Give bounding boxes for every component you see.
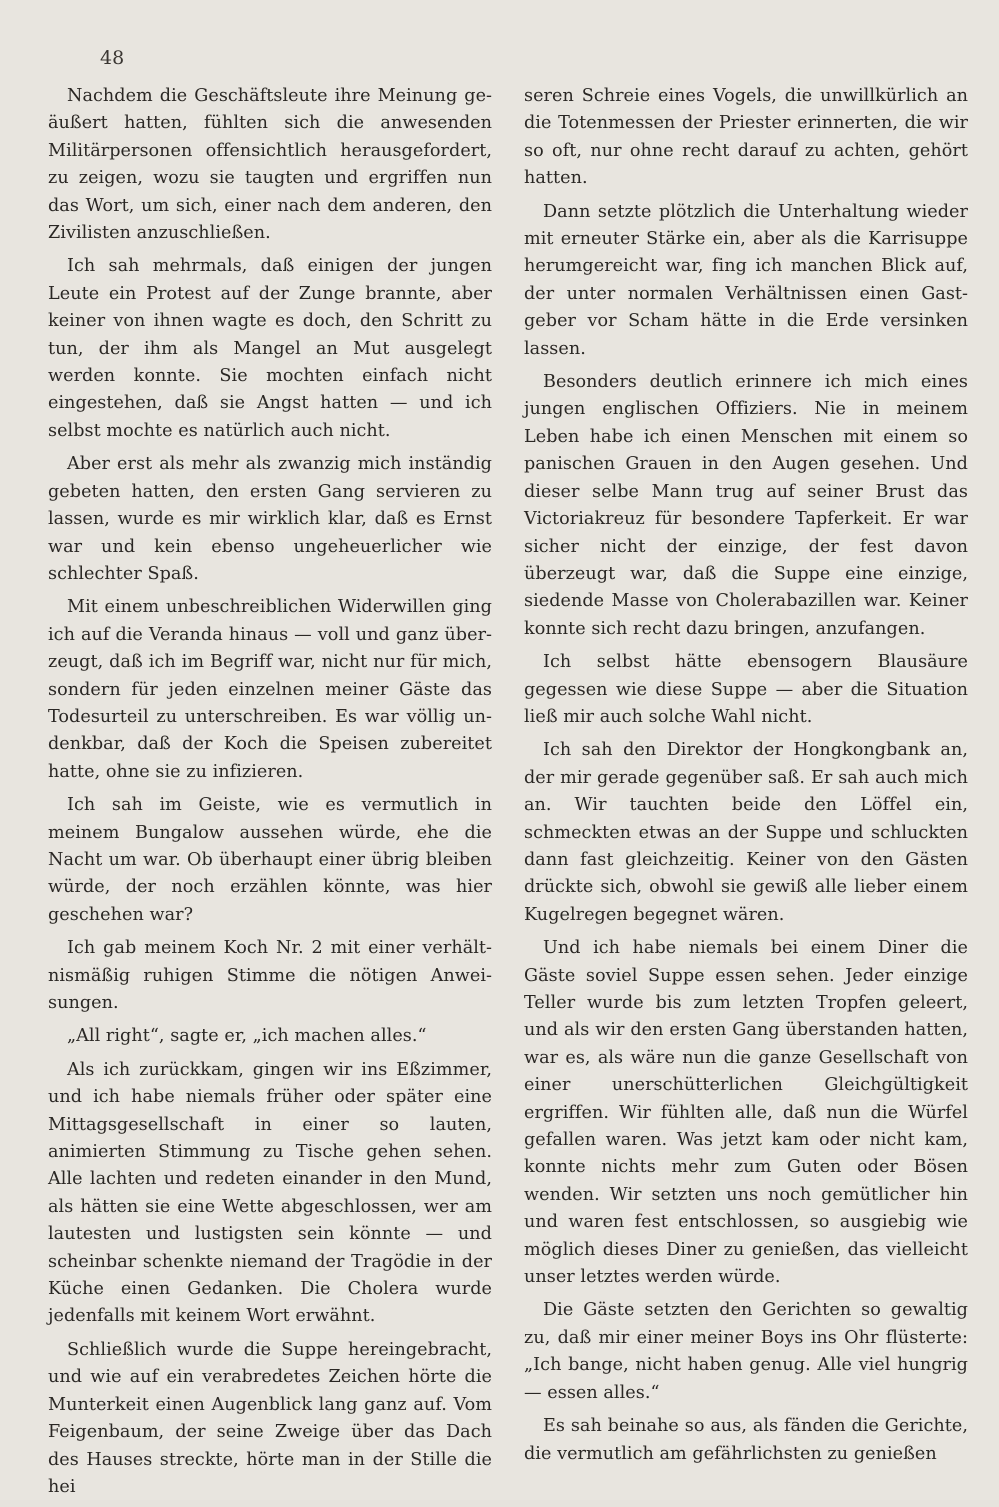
paragraph: Ich sah mehrmals, daß einigen der jungen Leute ein Protest auf der Zunge brannte, aber keiner von ihnen wagte es doch, den Schritt zu tun, der ihm als Mangel an Mut ausgelegt werden konnte. Sie mochten einfach nicht eingestehen, daß sie Angst hatten — und ich selbst mochte es natürlich auch nicht. xyxy=(48,256,492,441)
paragraph-continuation: seren Schreie eines Vogels, die unwillkürlich an die Totenmessen der Priester erinnerten, die wir so oft, nur ohne recht darauf zu achten, gehört hatten. xyxy=(524,86,968,189)
right-column xyxy=(524,83,968,1474)
paragraph: Ich sah im Geiste, wie es vermutlich in meinem Bungalow aussehen würde, ehe die Nacht um war. Ob überhaupt einer übrig bleiben würde, der noch erzählen könnte, was hier geschehen war? xyxy=(48,795,492,925)
paragraph: Mit einem unbeschreiblichen Widerwillen ging ich auf die Veranda hinaus — voll und ganz überzeugt, daß ich im Begriff war, nicht nur für mich, sondern für jeden einzelnen meiner Gäste das Todesurteil zu unterschreiben. Es war völlig undenkbar, daß der Koch die Speisen zubereitet hatte, ohne sie zu infizieren. xyxy=(48,597,492,782)
paragraph: Ich selbst hätte ebensogern Blausäure gegessen wie diese Suppe — aber die Situation ließ mir auch solche Wahl nicht. xyxy=(524,652,968,727)
paragraph: Nachdem die Geschäftsleute ihre Meinung geäußert hatten, fühlten sich die anwesenden Militärpersonen offensichtlich herausgefordert, zu zeigen, wozu sie taugten und ergriffen nun das Wort, um sich, einer nach dem anderen, den Zivilisten anzuschließen. xyxy=(48,86,492,244)
paragraph: Schließlich wurde die Suppe hereingebracht, und wie auf ein verabredetes Zeichen hörte die Munterkeit einen Augenblick lang ganz auf. Vom Feigenbaum, der seine Zweige über das Dach des Hauses streckte, hörte man in der Stille die hei xyxy=(48,1339,492,1497)
left-column xyxy=(48,83,492,1507)
paragraph: Die Gäste setzten den Gerichten so gewaltig zu, daß mir einer meiner Boys ins Ohr flüsterte: „Ich bange, nicht haben genug. Alle viel hungrig — essen alles.“ xyxy=(524,1300,968,1403)
paragraph: Ich gab meinem Koch Nr. 2 mit einer verhältnismäßig ruhigen Stimme die nötigen Anweisungen. xyxy=(48,938,492,1013)
paragraph: Besonders deutlich erinnere ich mich eines jungen englischen Offiziers. Nie in meinem Leben habe ich einen Menschen mit einem so panischen Grauen in den Augen gesehen. Und dieser selbe Mann trug auf seiner Brust das Victoriakreuz für besondere Tapferkeit. Er war sicher nicht der einzige, der fest davon überzeugt war, daß die Suppe eine einzige, siedende Masse von Cholerabazillen war. Keiner konnte sich recht dazu bringen, anzufangen. xyxy=(524,372,968,639)
paragraph: Dann setzte plötzlich die Unterhaltung wieder mit erneuter Stärke ein, aber als die Karrisuppe herumgereicht war, fing ich manchen Blick auf, der unter normalen Verhältnissen einen Gastgeber vor Scham hätte in die Erde versinken lassen. xyxy=(524,201,968,359)
paragraph: „All right“, sagte er, „ich machen alles.“ xyxy=(67,1026,427,1047)
page-number: 48 xyxy=(100,47,125,69)
paragraph: Als ich zurückkam, gingen wir ins Eßzimmer, und ich habe niemals früher oder später eine Mittagsgesellschaft in einer so lauten, animierten Stimmung zu Tische gehen sehen. Alle lachten und redeten einander in den Mund, als hätten sie eine Wette abgeschlossen, wer am lautesten und lustigsten sein könnte — und scheinbar schenkte niemand der Tragödie in der Küche einen Gedanken. Die Cholera wurde jedenfalls mit keinem Wort erwähnt. xyxy=(48,1059,492,1327)
paragraph: Aber erst als mehr als zwanzig mich inständig gebeten hatten, den ersten Gang servieren zu lassen, wurde es mir wirklich klar, daß es Ernst war und kein ebenso ungeheuerlicher wie schlechter Spaß. xyxy=(48,454,492,584)
paragraph: Und ich habe niemals bei einem Diner die Gäste soviel Suppe essen sehen. Jeder einzige Teller wurde bis zum letzten Tropfen geleert, und als wir den ersten Gang überstanden hatten, war es, als wäre nun die ganze Gesellschaft von einer unerschütterlichen Gleichgültigkeit ergriffen. Wir fühlten alle, daß nun die Würfel gefallen waren. Was jetzt kam oder nicht kam, konnte nichts mehr zum Guten oder Bösen wenden. Wir setzten uns noch gemütlicher hin und waren fest entschlossen, so ausgiebig wie möglich dieses Diner zu genießen, das vielleicht unser letztes werden würde. xyxy=(524,938,968,1288)
paragraph: Es sah beinahe so aus, als fänden die Gerichte, die vermutlich am gefährlichsten zu genießen xyxy=(524,1416,968,1464)
paragraph: Ich sah den Direktor der Hongkongbank an, der mir gerade gegenüber saß. Er sah auch mich an. Wir tauchten beide den Löffel ein, schmeckten etwas an der Suppe und schluckten dann fast gleichzeitig. Keiner von den Gästen drückte sich, obwohl sie gewiß alle lieber einem Kugelregen begegnet wären. xyxy=(524,740,968,925)
